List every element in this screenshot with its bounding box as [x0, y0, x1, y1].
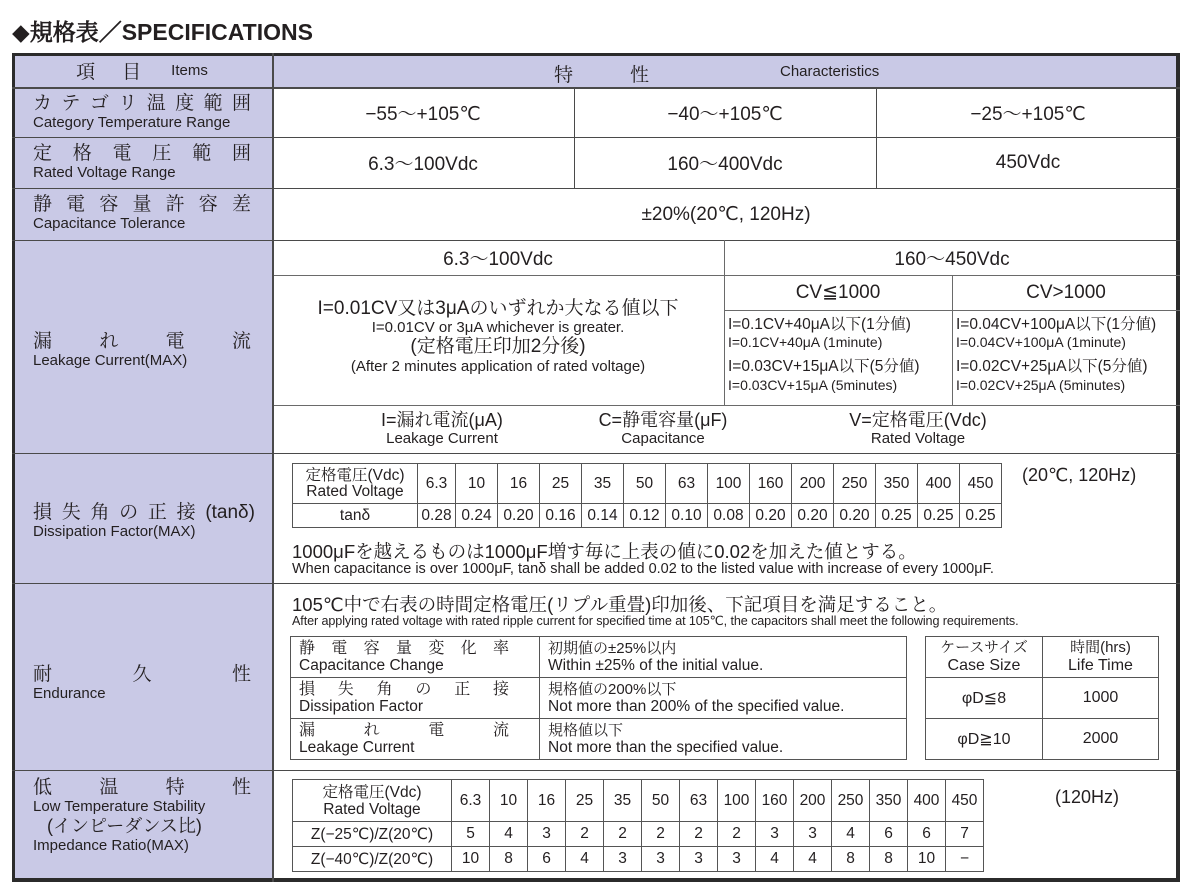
- tand-cell: 0.20: [792, 504, 834, 528]
- z40-cell: 8: [490, 847, 528, 872]
- impedance-condition: (120Hz): [1055, 787, 1120, 807]
- voltage-cell: 250: [834, 464, 876, 504]
- label-leakage: [33, 332, 251, 369]
- tand-cell: 0.20: [750, 504, 792, 528]
- label-lowtemp-jp2: (インピーダンス比): [47, 816, 202, 836]
- z40-cell: 3: [718, 847, 756, 872]
- endurance-requirement: 規格値の200%以下 Not more than 200% of the specified value.: [540, 678, 907, 719]
- voltage-value-1: 6.3〜100Vdc: [368, 154, 478, 175]
- leakage-low-jp: I=0.01CV又は3μAのいずれか大なる値以下: [317, 298, 679, 319]
- z40-cell: 10: [452, 847, 490, 872]
- tolerance-value: ±20%(20℃, 120Hz): [641, 203, 811, 225]
- leakage-low-formula: [272, 298, 724, 375]
- z40-cell: 8: [870, 847, 908, 872]
- voltage-value-2: 160〜400Vdc: [667, 154, 783, 175]
- z40-cell: 4: [756, 847, 794, 872]
- voltage-cell: 25: [566, 780, 604, 822]
- z25-cell: 6: [870, 822, 908, 847]
- label-endurance-en: Endurance: [33, 685, 106, 702]
- voltage-cell: 25: [540, 464, 582, 504]
- leakage-legend-v: V=定格電圧(Vdc) Rated Voltage: [849, 410, 987, 447]
- voltage-cell: 200: [794, 780, 832, 822]
- life-time: 2000: [1043, 719, 1159, 760]
- voltage-cell: 63: [680, 780, 718, 822]
- formula-le-1min-en: I=0.1CV+40μA (1minute): [728, 334, 883, 350]
- tand-cell: 0.25: [918, 504, 960, 528]
- leakage-legend-i: I=漏れ電流(μA) Leakage Current: [381, 410, 503, 447]
- voltage-cell: 160: [756, 780, 794, 822]
- label-endurance: [33, 665, 251, 702]
- leakage-cv-le-formulas: [728, 316, 952, 394]
- label-tolerance: [33, 195, 251, 232]
- z40-cell: 6: [528, 847, 566, 872]
- z25-cell: 7: [946, 822, 984, 847]
- voltage-cell: 350: [870, 780, 908, 822]
- label-tolerance-en: Capacitance Tolerance: [33, 215, 186, 232]
- temp-value-2: −40〜+105℃: [667, 103, 783, 125]
- z25-cell: 6: [908, 822, 946, 847]
- z25-cell: 3: [756, 822, 794, 847]
- label-dissipation: [33, 503, 255, 540]
- tand-cell: 0.12: [624, 504, 666, 528]
- tand-cell: 0.25: [960, 504, 1002, 528]
- formula-le-5min-en: I=0.03CV+15μA (5minutes): [728, 377, 898, 393]
- z40-cell: 4: [794, 847, 832, 872]
- tand-cell: 0.14: [582, 504, 624, 528]
- impedance-ratio-table: [292, 779, 984, 872]
- tand-row-label: tanδ: [293, 504, 418, 528]
- divider: [12, 583, 1180, 584]
- header-items-jp: 項 目: [76, 61, 146, 83]
- formula-le-1min-jp: I=0.1CV+40μA以下(1分値): [728, 316, 911, 333]
- label-leakage-jp: 漏 れ 電 流: [33, 331, 251, 352]
- endurance-item: 漏 れ 電 流 Leakage Current: [291, 719, 540, 760]
- voltage-cell: 100: [708, 464, 750, 504]
- temp-value-1: −55〜+105℃: [365, 103, 481, 125]
- voltage-cell: 200: [792, 464, 834, 504]
- label-lowtemp-en: Low Temperature Stability: [33, 798, 206, 815]
- leakage-low-jp2: (定格電圧印加2分後): [410, 336, 586, 357]
- life-size: φD≧10: [926, 719, 1043, 760]
- z25-cell: 2: [604, 822, 642, 847]
- label-voltage: [33, 144, 251, 181]
- leakage-low-range: 6.3〜100Vdc: [443, 249, 553, 270]
- voltage-cell: 450: [960, 464, 1002, 504]
- formula-gt-5min-jp: I=0.02CV+25μA以下(5分値): [956, 358, 1148, 375]
- label-temperature-en: Category Temperature Range: [33, 114, 231, 131]
- divider: [12, 770, 1180, 771]
- tand-cell: 0.20: [498, 504, 540, 528]
- voltage-cell: 6.3: [418, 464, 456, 504]
- voltage-cell: 350: [876, 464, 918, 504]
- voltage-cell: 10: [490, 780, 528, 822]
- label-voltage-jp: 定 格 電 圧 範 囲: [33, 143, 251, 164]
- z25-cell: 4: [832, 822, 870, 847]
- z25-cell: 2: [642, 822, 680, 847]
- voltage-cell: 6.3: [452, 780, 490, 822]
- header-items-en: Items: [171, 61, 208, 79]
- voltage-cell: 35: [582, 464, 624, 504]
- formula-gt-1min-jp: I=0.04CV+100μA以下(1分値): [956, 316, 1157, 333]
- endurance-intro-en: After applying rated voltage with rated ripple current for specified time at 105℃, the capacitors shall meet the following requirements.: [292, 614, 1019, 628]
- z40-cell: 3: [680, 847, 718, 872]
- endurance-requirements-table: [290, 636, 907, 760]
- tand-cell: 0.24: [456, 504, 498, 528]
- z25-cell: 2: [680, 822, 718, 847]
- leakage-cv-gt-1000: CV>1000: [1026, 281, 1106, 303]
- voltage-cell: 400: [908, 780, 946, 822]
- z25-cell: 5: [452, 822, 490, 847]
- tand-cell: 0.25: [876, 504, 918, 528]
- endurance-item: 静 電 容 量 変 化 率 Capacitance Change: [291, 637, 540, 678]
- voltage-cell: 250: [832, 780, 870, 822]
- label-leakage-en: Leakage Current(MAX): [33, 352, 188, 369]
- header-characteristics: [272, 53, 1180, 87]
- label-voltage-en: Rated Voltage Range: [33, 164, 176, 181]
- voltage-cell: 160: [750, 464, 792, 504]
- label-dissipation-jp: 損 失 角 の 正 接 (tanδ): [33, 502, 255, 523]
- voltage-cell: 10: [456, 464, 498, 504]
- voltage-cell: 63: [666, 464, 708, 504]
- label-tolerance-jp: 静 電 容 量 許 容 差: [33, 194, 251, 215]
- endurance-item: 損 失 角 の 正 接 Dissipation Factor: [291, 678, 540, 719]
- divider: [12, 453, 1180, 454]
- leakage-legend-c: C=静電容量(μF) Capacitance: [598, 410, 728, 447]
- label-temperature: [33, 94, 251, 131]
- z40-cell: 3: [642, 847, 680, 872]
- life-header-time: 時間(hrs) Life Time: [1043, 637, 1159, 678]
- tand-cell: 0.20: [834, 504, 876, 528]
- label-dissipation-en: Dissipation Factor(MAX): [33, 523, 196, 540]
- header-items: [12, 53, 272, 87]
- z25-label: Z(−25℃)/Z(20℃): [293, 822, 452, 847]
- label-lowtemp-jp: 低 温 特 性: [33, 777, 251, 798]
- formula-gt-5min-en: I=0.02CV+25μA (5minutes): [956, 377, 1126, 393]
- page-title: ◆規格表／SPECIFICATIONS: [12, 19, 313, 45]
- z25-cell: 2: [718, 822, 756, 847]
- tand-cell: 0.28: [418, 504, 456, 528]
- voltage-cell: 35: [604, 780, 642, 822]
- voltage-value-3: 450Vdc: [995, 151, 1061, 173]
- impedance-header-cell: 定格電圧(Vdc) Rated Voltage: [293, 780, 452, 822]
- endurance-requirement: 規格値以下 Not more than the specified value.: [540, 719, 907, 760]
- voltage-cell: 450: [946, 780, 984, 822]
- label-lowtemp-en2: Impedance Ratio(MAX): [33, 837, 189, 854]
- voltage-cell: 400: [918, 464, 960, 504]
- z40-cell: 10: [908, 847, 946, 872]
- z40-cell: 3: [604, 847, 642, 872]
- leakage-cv-le-1000: CV≦1000: [795, 282, 881, 303]
- label-temperature-jp: カ テ ゴ リ 温 度 範 囲: [33, 93, 251, 114]
- divider: [272, 405, 1180, 406]
- z40-label: Z(−40℃)/Z(20℃): [293, 847, 452, 872]
- life-time-table: [925, 636, 1159, 760]
- voltage-cell: 50: [624, 464, 666, 504]
- tand-note-en: When capacitance is over 1000μF, tanδ shall be added 0.02 to the listed value with increase of every 1000μF.: [292, 561, 994, 577]
- endurance-requirement: 初期値の±25%以内 Within ±25% of the initial value.: [540, 637, 907, 678]
- voltage-cell: 16: [528, 780, 566, 822]
- life-time: 1000: [1043, 678, 1159, 719]
- endurance-intro-jp: 105℃中で右表の時間定格電圧(リプル重畳)印加後、下記項目を満足すること。: [292, 594, 948, 615]
- tand-header-cell: 定格電圧(Vdc) Rated Voltage: [293, 464, 418, 504]
- temp-value-3: −25〜+105℃: [970, 103, 1086, 125]
- tand-cell: 0.08: [708, 504, 750, 528]
- z25-cell: 2: [566, 822, 604, 847]
- tand-note-jp: 1000μFを越えるものは1000μF増す毎に上表の値に0.02を加えた値とする。: [292, 541, 917, 562]
- leakage-high-range: 160〜450Vdc: [894, 249, 1010, 270]
- voltage-cell: 16: [498, 464, 540, 504]
- voltage-cell: 100: [718, 780, 756, 822]
- voltage-cell: 50: [642, 780, 680, 822]
- z25-cell: 4: [490, 822, 528, 847]
- leakage-cv-gt-formulas: [956, 316, 1180, 394]
- leakage-low-en2: (After 2 minutes application of rated voltage): [350, 358, 646, 375]
- header-char-jp: 特 性: [554, 65, 650, 86]
- leakage-low-en: I=0.01CV or 3μA whichever is greater.: [371, 319, 625, 336]
- life-header-size: ケースサイズ Case Size: [926, 637, 1043, 678]
- formula-le-5min-jp: I=0.03CV+15μA以下(5分値): [728, 358, 920, 375]
- tand-condition: (20℃, 120Hz): [1022, 465, 1137, 485]
- z40-cell: 8: [832, 847, 870, 872]
- tand-cell: 0.10: [666, 504, 708, 528]
- z40-cell: −: [946, 847, 984, 872]
- z25-cell: 3: [794, 822, 832, 847]
- z25-cell: 3: [528, 822, 566, 847]
- label-lowtemp: [33, 778, 251, 854]
- formula-gt-1min-en: I=0.04CV+100μA (1minute): [956, 334, 1126, 350]
- header-char-en: Characteristics: [780, 63, 880, 80]
- life-size: φD≦8: [926, 678, 1043, 719]
- z40-cell: 4: [566, 847, 604, 872]
- label-endurance-jp: 耐 久 性: [33, 664, 251, 685]
- tand-table: [292, 463, 1002, 528]
- tand-cell: 0.16: [540, 504, 582, 528]
